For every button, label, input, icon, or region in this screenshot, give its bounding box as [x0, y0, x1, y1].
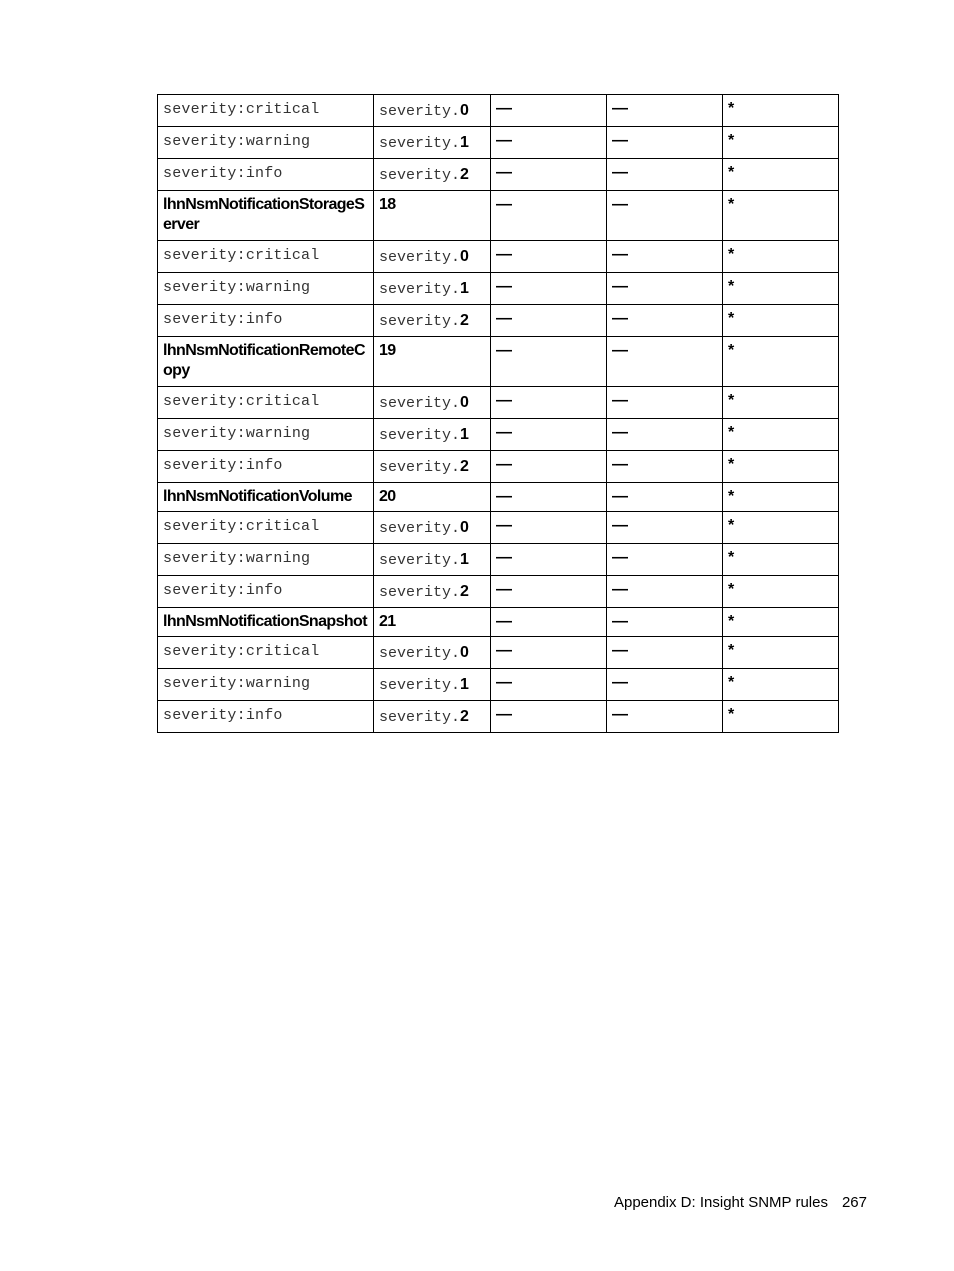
footer-section-title: Appendix D: Insight SNMP rules	[613, 1194, 828, 1211]
column4-cell	[607, 419, 723, 451]
asterisk-value: *	[728, 164, 735, 181]
severity-name: severity:warning	[163, 550, 311, 567]
severity-number: 1	[460, 426, 469, 443]
asterisk-value: *	[728, 424, 735, 441]
column3-cell	[491, 669, 607, 701]
dash-value: —	[496, 278, 512, 295]
asterisk-value: *	[728, 246, 735, 263]
column4-cell	[607, 483, 723, 512]
notification-row	[158, 608, 839, 637]
severity-name-cell	[158, 305, 374, 337]
asterisk-value: *	[728, 642, 735, 659]
notification-name-cell	[158, 483, 374, 512]
dash-value: —	[612, 424, 628, 441]
asterisk-value: *	[728, 613, 735, 630]
notification-id: 18	[379, 196, 396, 213]
column4-cell	[607, 127, 723, 159]
severity-value-cell	[374, 701, 491, 733]
asterisk-value: *	[728, 100, 735, 117]
severity-prefix: severity.	[379, 677, 461, 694]
column4-cell	[607, 637, 723, 669]
severity-value-cell	[374, 512, 491, 544]
dash-value: —	[612, 549, 628, 566]
dash-value: —	[496, 642, 512, 659]
asterisk-value: *	[728, 342, 735, 359]
severity-name: severity:warning	[163, 425, 311, 442]
column3-cell	[491, 637, 607, 669]
severity-number: 2	[460, 708, 469, 725]
severity-prefix: severity.	[379, 135, 461, 152]
column5-cell	[723, 387, 839, 419]
severity-number: 1	[460, 551, 469, 568]
severity-prefix: severity.	[379, 313, 461, 330]
dash-value: —	[612, 642, 628, 659]
severity-number: 1	[460, 676, 469, 693]
severity-name: severity:warning	[163, 133, 311, 150]
asterisk-value: *	[728, 674, 735, 691]
page-number: 267	[841, 1194, 867, 1211]
notification-name-cell	[158, 337, 374, 387]
dash-value: —	[612, 278, 628, 295]
dash-value: —	[612, 456, 628, 473]
severity-number: 2	[460, 312, 469, 329]
severity-name-cell	[158, 241, 374, 273]
severity-prefix: severity.	[379, 281, 461, 298]
severity-value-cell	[374, 273, 491, 305]
severity-value-cell	[374, 451, 491, 483]
dash-value: —	[496, 164, 512, 181]
notification-id-cell	[374, 608, 491, 637]
page-footer	[0, 1194, 867, 1211]
dash-value: —	[612, 488, 628, 505]
severity-name: severity:info	[163, 707, 283, 724]
snmp-rules-table-body	[158, 95, 839, 733]
severity-number: 2	[460, 458, 469, 475]
column5-cell	[723, 669, 839, 701]
column3-cell	[491, 159, 607, 191]
column4-cell	[607, 608, 723, 637]
column4-cell	[607, 305, 723, 337]
column3-cell	[491, 241, 607, 273]
severity-prefix: severity.	[379, 552, 461, 569]
column4-cell	[607, 512, 723, 544]
severity-row	[158, 159, 839, 191]
dash-value: —	[612, 517, 628, 534]
column4-cell	[607, 387, 723, 419]
severity-number: 2	[460, 166, 469, 183]
severity-row	[158, 127, 839, 159]
dash-value: —	[612, 164, 628, 181]
severity-name-cell	[158, 669, 374, 701]
column4-cell	[607, 576, 723, 608]
dash-value: —	[612, 100, 628, 117]
dash-value: —	[496, 100, 512, 117]
dash-value: —	[496, 456, 512, 473]
severity-row	[158, 637, 839, 669]
dash-value: —	[612, 132, 628, 149]
notification-row	[158, 191, 839, 241]
dash-value: —	[496, 488, 512, 505]
dash-value: —	[496, 613, 512, 630]
asterisk-value: *	[728, 456, 735, 473]
severity-value-cell	[374, 305, 491, 337]
severity-row	[158, 273, 839, 305]
asterisk-value: *	[728, 310, 735, 327]
severity-name-cell	[158, 701, 374, 733]
dash-value: —	[612, 342, 628, 359]
asterisk-value: *	[728, 392, 735, 409]
column4-cell	[607, 669, 723, 701]
column5-cell	[723, 512, 839, 544]
column5-cell	[723, 608, 839, 637]
column3-cell	[491, 337, 607, 387]
severity-name-cell	[158, 419, 374, 451]
column5-cell	[723, 159, 839, 191]
dash-value: —	[496, 246, 512, 263]
severity-name: severity:critical	[163, 101, 320, 118]
notification-id: 19	[379, 342, 396, 359]
severity-prefix: severity.	[379, 645, 461, 662]
column3-cell	[491, 451, 607, 483]
severity-row	[158, 701, 839, 733]
severity-row	[158, 305, 839, 337]
dash-value: —	[612, 310, 628, 327]
notification-id: 20	[379, 488, 396, 505]
dash-value: —	[496, 549, 512, 566]
severity-name: severity:critical	[163, 518, 320, 535]
dash-value: —	[612, 581, 628, 598]
severity-prefix: severity.	[379, 167, 461, 184]
column4-cell	[607, 701, 723, 733]
column5-cell	[723, 273, 839, 305]
notification-id-cell	[374, 483, 491, 512]
column5-cell	[723, 483, 839, 512]
column5-cell	[723, 451, 839, 483]
asterisk-value: *	[728, 581, 735, 598]
severity-row	[158, 241, 839, 273]
severity-name: severity:info	[163, 165, 283, 182]
severity-name: severity:critical	[163, 247, 320, 264]
column5-cell	[723, 95, 839, 127]
dash-value: —	[496, 424, 512, 441]
notification-id: 21	[379, 613, 396, 630]
column3-cell	[491, 544, 607, 576]
severity-number: 0	[460, 394, 469, 411]
severity-name-cell	[158, 95, 374, 127]
severity-value-cell	[374, 95, 491, 127]
column3-cell	[491, 95, 607, 127]
severity-row	[158, 419, 839, 451]
severity-name-cell	[158, 637, 374, 669]
asterisk-value: *	[728, 706, 735, 723]
severity-prefix: severity.	[379, 520, 461, 537]
severity-prefix: severity.	[379, 459, 461, 476]
severity-number: 0	[460, 519, 469, 536]
column3-cell	[491, 305, 607, 337]
severity-prefix: severity.	[379, 249, 461, 266]
asterisk-value: *	[728, 549, 735, 566]
severity-name: severity:warning	[163, 675, 311, 692]
notification-name: lhnNsmNotificationRemoteCopy	[163, 342, 365, 379]
column3-cell	[491, 512, 607, 544]
column3-cell	[491, 273, 607, 305]
column5-cell	[723, 544, 839, 576]
dash-value: —	[612, 613, 628, 630]
notification-id-cell	[374, 337, 491, 387]
dash-value: —	[496, 310, 512, 327]
column5-cell	[723, 127, 839, 159]
dash-value: —	[496, 392, 512, 409]
severity-name: severity:info	[163, 582, 283, 599]
severity-prefix: severity.	[379, 584, 461, 601]
asterisk-value: *	[728, 132, 735, 149]
severity-value-cell	[374, 241, 491, 273]
dash-value: —	[612, 706, 628, 723]
column5-cell	[723, 419, 839, 451]
dash-value: —	[496, 196, 512, 213]
notification-name-cell	[158, 608, 374, 637]
asterisk-value: *	[728, 196, 735, 213]
column5-cell	[723, 337, 839, 387]
asterisk-value: *	[728, 517, 735, 534]
column4-cell	[607, 241, 723, 273]
dash-value: —	[496, 517, 512, 534]
severity-name-cell	[158, 387, 374, 419]
notification-name: lhnNsmNotificationStorageServer	[163, 196, 365, 233]
column5-cell	[723, 191, 839, 241]
severity-value-cell	[374, 669, 491, 701]
notification-row	[158, 337, 839, 387]
column5-cell	[723, 576, 839, 608]
severity-row	[158, 451, 839, 483]
severity-name-cell	[158, 576, 374, 608]
severity-number: 2	[460, 583, 469, 600]
notification-id-cell	[374, 191, 491, 241]
dash-value: —	[496, 674, 512, 691]
severity-value-cell	[374, 127, 491, 159]
severity-row	[158, 576, 839, 608]
severity-name: severity:info	[163, 311, 283, 328]
severity-number: 0	[460, 248, 469, 265]
severity-prefix: severity.	[379, 103, 461, 120]
severity-prefix: severity.	[379, 427, 461, 444]
severity-name-cell	[158, 451, 374, 483]
dash-value: —	[612, 246, 628, 263]
notification-name-cell	[158, 191, 374, 241]
column3-cell	[491, 191, 607, 241]
severity-name: severity:warning	[163, 279, 311, 296]
severity-prefix: severity.	[379, 395, 461, 412]
severity-value-cell	[374, 419, 491, 451]
dash-value: —	[496, 581, 512, 598]
column3-cell	[491, 701, 607, 733]
severity-name-cell	[158, 512, 374, 544]
dash-value: —	[496, 132, 512, 149]
dash-value: —	[496, 342, 512, 359]
severity-row	[158, 669, 839, 701]
dash-value: —	[612, 674, 628, 691]
dash-value: —	[496, 706, 512, 723]
severity-row	[158, 544, 839, 576]
severity-name: severity:info	[163, 457, 283, 474]
column5-cell	[723, 701, 839, 733]
severity-value-cell	[374, 159, 491, 191]
column3-cell	[491, 608, 607, 637]
severity-number: 1	[460, 134, 469, 151]
severity-value-cell	[374, 576, 491, 608]
severity-name-cell	[158, 273, 374, 305]
snmp-rules-table	[157, 94, 839, 733]
column4-cell	[607, 544, 723, 576]
notification-name: lhnNsmNotificationSnapshot	[163, 613, 367, 630]
severity-name-cell	[158, 159, 374, 191]
severity-name: severity:critical	[163, 393, 320, 410]
column3-cell	[491, 127, 607, 159]
severity-value-cell	[374, 544, 491, 576]
notification-row	[158, 483, 839, 512]
column4-cell	[607, 451, 723, 483]
severity-prefix: severity.	[379, 709, 461, 726]
severity-value-cell	[374, 637, 491, 669]
severity-name: severity:critical	[163, 643, 320, 660]
asterisk-value: *	[728, 278, 735, 295]
column3-cell	[491, 483, 607, 512]
column5-cell	[723, 305, 839, 337]
dash-value: —	[612, 392, 628, 409]
column5-cell	[723, 241, 839, 273]
column4-cell	[607, 273, 723, 305]
column4-cell	[607, 159, 723, 191]
column4-cell	[607, 95, 723, 127]
severity-row	[158, 512, 839, 544]
severity-name-cell	[158, 127, 374, 159]
notification-name: lhnNsmNotificationVolume	[163, 488, 352, 505]
severity-name-cell	[158, 544, 374, 576]
severity-value-cell	[374, 387, 491, 419]
column3-cell	[491, 387, 607, 419]
column5-cell	[723, 637, 839, 669]
column3-cell	[491, 419, 607, 451]
column4-cell	[607, 191, 723, 241]
column4-cell	[607, 337, 723, 387]
severity-number: 1	[460, 280, 469, 297]
dash-value: —	[612, 196, 628, 213]
severity-number: 0	[460, 644, 469, 661]
severity-number: 0	[460, 102, 469, 119]
column3-cell	[491, 576, 607, 608]
severity-row	[158, 95, 839, 127]
severity-row	[158, 387, 839, 419]
asterisk-value: *	[728, 488, 735, 505]
